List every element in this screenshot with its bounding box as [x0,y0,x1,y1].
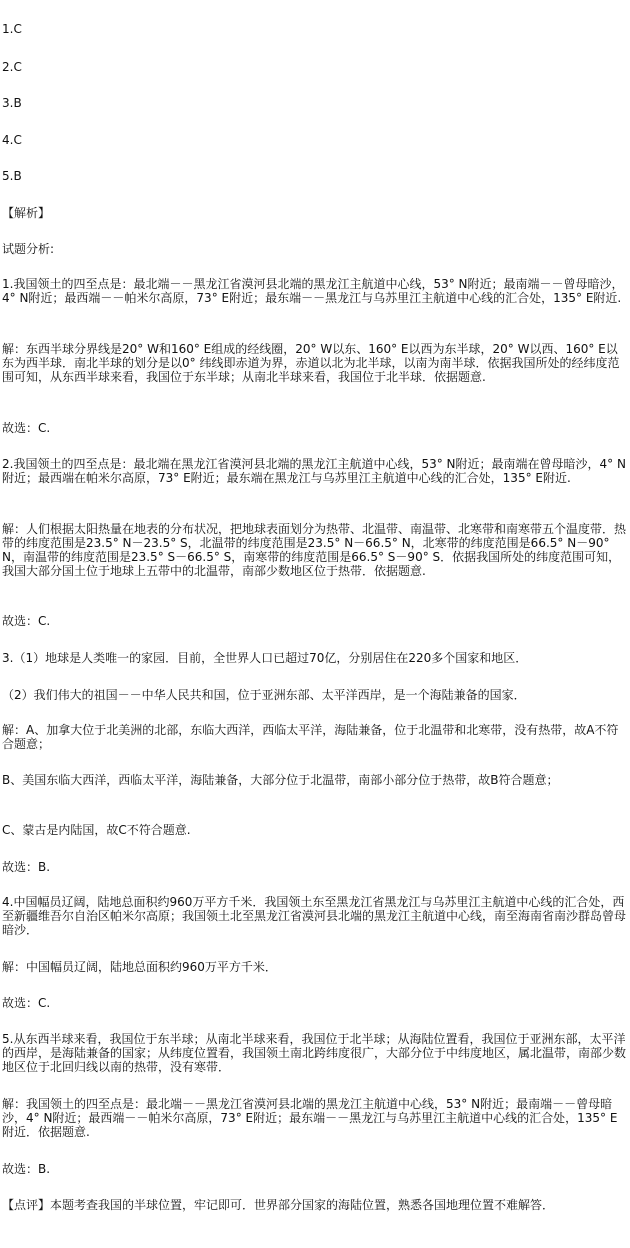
analysis-header: 【解析】 [2,206,51,220]
q3-option-b: B、美国东临大西洋，西临太平洋，海陆兼备，大部分位于北温带，南部小部分位于热带，故B符合题意； [2,773,559,787]
q2-answer: 故选：C. [2,614,51,628]
q3-fact1: 3.（1）地球是人类唯一的家园．目前，全世界人口已超过70亿，分别居住在220多个国家和地区． [2,651,528,665]
q3-option-c: C、蒙古是内陆国，故C不符合题意. [2,823,191,837]
q5-fact: 5.从东西半球来看，我国位于东半球；从南北半球来看，我国位于北半球；从海陆位置看，我国位于亚洲东部，太平洋的西岸，是海陆兼备的国家；从纬度位置看，我国领土南北跨纬度很广，大部分位于中纬度地区，属北温带，南部少数地区位于北回归线以南的热带，没有寒带． [2,1032,627,1074]
answer-4: 4.C [2,133,22,147]
q4-fact: 4.中国幅员辽阔，陆地总面积约960万平方千米．我国领土东至黑龙江省黑龙江与乌苏里江主航道中心线的汇合处，西至新疆维吾尔自治区帕米尔高原；我国领土北至黑龙江省漠河县北端的黑龙江主航道中心线，南至海南省南沙群岛曾母暗沙． [2,895,627,937]
q5-answer: 故选：B. [2,1162,51,1176]
q3-fact2: （2）我们伟大的祖国－－中华人民共和国，位于亚洲东部、太平洋西岸，是一个海陆兼备的国家． [2,688,526,702]
q1-answer: 故选：C. [2,421,51,435]
q2-fact: 2.我国领土的四至点是：最北端在黑龙江省漠河县北端的黑龙江主航道中心线，53° N附近；最南端在曾母暗沙，4° N附近；最西端在帕米尔高原，73° E附近；最东端在黑龙江与乌苏里江主航道中心线的汇合处，135° E附近. [2,457,626,485]
comment: 【点评】本题考查我国的半球位置，牢记即可．世界部分国家的海陆位置，熟悉各国地理位置不难解答． [2,1198,555,1212]
q2-solution: 解：人们根据太阳热量在地表的分布状况，把地球表面划分为热带、北温带、南温带、北寒带和南寒带五个温度带．热带的纬度范围是23.5° N－23.5° S，北温带的纬度范围是23.5° N－66.5° N，北寒带的纬度范围是66.5° N－90° N，南温带的纬度范围是23.5° S－66.5° S，南寒带的纬度范围是66.5° S－90° S．依据我国所处的纬度范围可知，我国大部分国土位于地球上五带中的北温带，南部少数地区位于热带．依据题意. [2,522,627,578]
answer-1: 1.C [2,22,22,36]
answer-2: 2.C [2,60,22,74]
q4-answer: 故选：C. [2,996,51,1010]
q3-answer: 故选：B. [2,860,51,874]
analysis-intro: 试题分析: [2,242,55,256]
q3-option-a: 解：A、加拿大位于北美洲的北部，东临大西洋，西临太平洋，海陆兼备，位于北温带和北寒带，没有热带，故A不符合题意； [2,723,619,751]
answer-3: 3.B [2,96,22,110]
q1-solution: 解：东西半球分界线是20° W和160° E组成的经线圈，20° W以东、160° E以西为东半球，20° W以西、160° E以东为西半球．南北半球的划分是以0° 纬线即赤道为界，赤道以北为北半球，以南为南半球．依据我国所处的经纬度范围可知，从东西半球来看，我国位于东半球；从南北半球来看，我国位于北半球．依据题意. [2,342,620,384]
answer-5: 5.B [2,169,22,183]
q1-fact: 1.我国领土的四至点是：最北端－－黑龙江省漠河县北端的黑龙江主航道中心线，53° N附近；最南端－－曾母暗沙，4° N附近；最西端－－帕米尔高原，73° E附近；最东端－－黑龙江与乌苏里江主航道中心线的汇合处，135° E附近. [2,277,624,305]
q4-solution: 解：中国幅员辽阔，陆地总面积约960万平方千米． [2,960,277,974]
q5-solution: 解：我国领土的四至点是：最北端－－黑龙江省漠河县北端的黑龙江主航道中心线，53° N附近；最南端－－曾母暗沙，4° N附近；最西端－－帕米尔高原，73° E附近；最东端－－黑龙江与乌苏里江主航道中心线的汇合处，135° E附近．依据题意. [2,1097,618,1139]
